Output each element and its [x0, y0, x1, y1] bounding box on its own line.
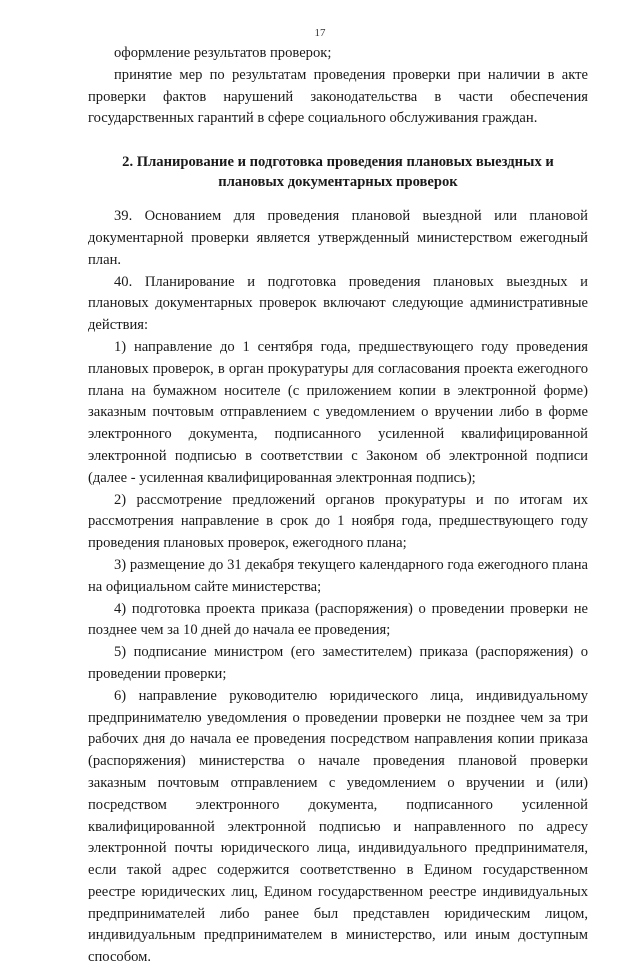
paragraph-39: 39. Основанием для проведения плановой выездной или плановой документарной проверки является утвержденный министерством ежегодный план. [88, 208, 588, 268]
list-item-2: 2) рассмотрение предложений органов прокуратуры и по итогам их рассмотрения направление в срок до 1 ноября года, предшествующего году проведения плановых проверок, ежегодного плана; [88, 491, 588, 552]
list-item-3: 3) размещение до 31 декабря текущего календарного года ежегодного плана на официальном сайте министерства; [88, 556, 588, 595]
section-heading-line-2: плановых документарных проверок [218, 174, 458, 191]
list-item-6: 6) направление руководителю юридического лица, индивидуальному предпринимателю уведомления о проведении проверки не позднее чем за три рабочих дня до начала ее проведения посредством направления копии приказа (распоряжения) министерства о начале проведения плановой проверки заказным почтовым отправлением с уведомлением о вручении и (или) посредством электронного документа, подписанного усиленной квалифицированной электронной подписью и направленного по адресу электронной почты юридического лица, индивидуального предпринимателя, если такой адрес содержится соответственно в Едином государственном реестре юридических лиц, Едином государственном реестре индивидуальных предпринимателей либо ранее был представлен юридическим лицом, индивидуальным предпринимателем в министерство, или иным доступным способом. [88, 687, 588, 966]
paragraph-40: 40. Планирование и подготовка проведения плановых выездных и плановых документарных проверок включают следующие административные действия: [88, 273, 588, 334]
list-item-1: 1) направление до 1 сентября года, предшествующего году проведения плановых проверок, в орган прокуратуры для согласования проекта ежегодного плана на бумажном носителе (с приложением копии в электронной форме) заказным почтовым отправлением с уведомлением о вручении либо в форме электронного документа, подписанного усиленной квалифицированной электронной подписью в соответствии с Законом об электронной подписи (далее - усиленная квалифицированная электронная подпись); [88, 338, 588, 486]
page-content [88, 43, 588, 969]
list-item-4: 4) подготовка проекта приказа (распоряжения) о проведении проверки не позднее чем за 10 дней до начала ее проведения; [88, 600, 588, 639]
page-number: 17 [314, 27, 326, 39]
paragraph-results-formalization: оформление результатов проверок; [114, 45, 332, 61]
paragraph-measures-taken: принятие мер по результатам проведения проверки при наличии в акте проверки фактов нарушений законодательства в части обеспечения государственных гарантий в сфере социального обслуживания граждан. [88, 66, 588, 127]
section-heading-line-1: 2. Планирование и подготовка проведения плановых выездных и [122, 154, 554, 171]
list-item-5: 5) подписание министром (его заместителем) приказа (распоряжения) о проведении проверки; [88, 644, 588, 682]
section-heading [88, 152, 588, 192]
